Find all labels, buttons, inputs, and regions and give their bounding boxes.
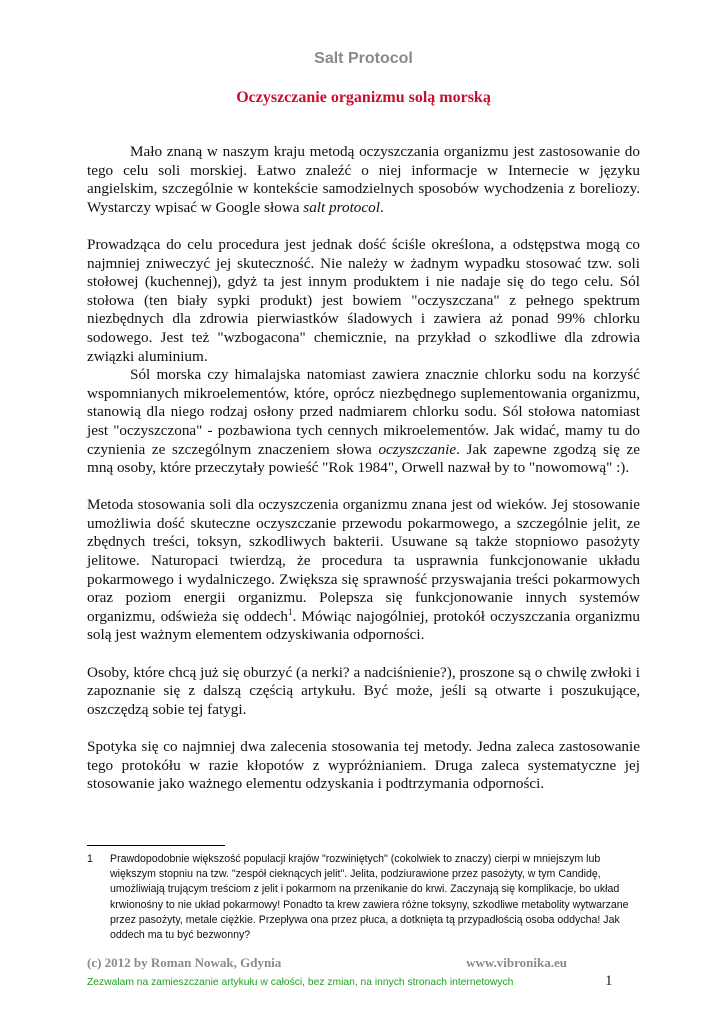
footer-website-link[interactable]: www.vibronika.eu <box>466 955 567 970</box>
footnote-reference[interactable]: 1 <box>288 606 293 617</box>
page-number: 1 <box>605 973 613 989</box>
footer <box>87 955 567 971</box>
document-title: Oczyszczanie organizmu solą morską <box>236 89 491 106</box>
header-title: Salt Protocol <box>314 50 413 67</box>
paragraph-6: Spotyka się co najmniej dwa zalecenia stosowania tej metody. Jedna zaleca zastosowanie tego protokółu w razie kłopotów z wypróżnianiem. Druga zaleca systematyczne jej stosowanie jako ważnego elementu odzyskania i podtrzymania odporności. <box>87 738 640 793</box>
italic-term: oczyszczanie <box>378 440 457 458</box>
italic-term: salt protocol <box>303 198 380 216</box>
paragraph-3: Sól morska czy himalajska natomiast zawiera znacznie chlorku sodu na korzyść wspomnianych mikroelementów, które, oprócz niezbędnego suplementowania organizmu, stanowią dla niego rodzaj osłony przed nadmiarem chlorku sodu. Sól stołowa natomiast jest "oczyszczona" - pozbawiona tych cennych mikroelementów. Jak widać, mamy tu do czynienia ze szczególnym znaczeniem słowa oczyszczanie. Jak zapewne zgodzą się ze mną osoby, które przeczytały powieść "Rok 1984", Orwell nazwał by to "nowomową" :). <box>87 366 640 477</box>
footnote-divider <box>87 845 225 846</box>
footnote-number: 1 <box>87 853 93 865</box>
footnote <box>87 852 640 943</box>
paragraph-2: Prowadząca do celu procedura jest jednak dość ściśle określona, a odstępstwa mogą co najmniej zniweczyć jej skuteczność. Nie należy w żadnym wypadku stosować tzw. soli stołowej (kuchennej), gdyż ta jest innym produktem i nie nadaje się do tego celu. Sól stołowa (ten biały sypki produkt) jest bowiem "oczyszczana" z pełnego spektrum niezbędnych dla zdrowia pierwiastków śladowych i zawiera aż ponad 99% chlorku sodowego. Jest też "wzbogacona" chemicznie, na przykład o szkodliwe dla zdrowia związki aluminium. <box>87 235 640 365</box>
footer-permission: Zezwalam na zamieszczanie artykułu w całości, bez zmian, na innych stronach internetowych <box>87 977 514 988</box>
footer-copyright: (c) 2012 by Roman Nowak, Gdynia <box>87 955 282 970</box>
footnote-text: Prawdopodobnie większość populacji krajów "rozwiniętych" (cokolwiek to znaczy) cierpi w mniejszym lub większym stopniu na tzw. "zespół cieknących jelit". Jelita, podziurawione przez pasożyty, w tym Candidę, umożliwiają trującym treściom z jelit i pokarmom na przenikanie do krwi. Zaczynają się komplikacje, bo układ krwionośny to nie układ pokarmowy! Ponadto ta krew zawiera różne toksyny, szkodliwe metabolity wytwarzane przez pasożyty, metale ciężkie. Przepływa ona przez płuca, a dotknięta tą przypadłością osoba oddycha! Jak oddech ma tu być bezwonny? <box>110 853 629 942</box>
paragraph-1: Mało znaną w naszym kraju metodą oczyszczania organizmu jest zastosowanie do tego celu soli morskiej. Łatwo znaleźć o niej informacje w Internecie w języku angielskim, szczególnie w kontekście samodzielnych sposobów wychodzenia z boreliozy. Wystarczy wpisać w Google słowa salt protocol. <box>87 143 640 216</box>
paragraph-5: Osoby, które chcą już się oburzyć (a nerki? a nadciśnienie?), proszone są o chwilę zwłoki i zapoznanie się z dalszą częścią artykułu. Być może, jeśli są otwarte i poszukujące, oszczędzą sobie tej fatygi. <box>87 663 640 718</box>
paragraph-4: Metoda stosowania soli dla oczyszczenia organizmu znana jest od wieków. Jej stosowanie umożliwia dość skuteczne oczyszczanie przewodu pokarmowego, a szczególnie jelit, ze zbędnych treści, toksyn, szkodliwych bakterii. Usuwane są także stopniowo pasożyty jelitowe. Naturopaci twierdzą, że procedura ta usprawnia funkcjonowanie układu pokarmowego i wydalniczego. Zwiększa się sprawność przyswajania treści pokarmowych oraz poziom energii organizmu. Polepsza się funkcjonowanie innych systemów organizmu, odświeża się oddech$^1$. Mówiąc najogólniej, protokół oczyszczania organizmu solą jest ważnym elementem odzyskiwania odporności. <box>87 496 640 644</box>
article-body <box>87 143 640 794</box>
